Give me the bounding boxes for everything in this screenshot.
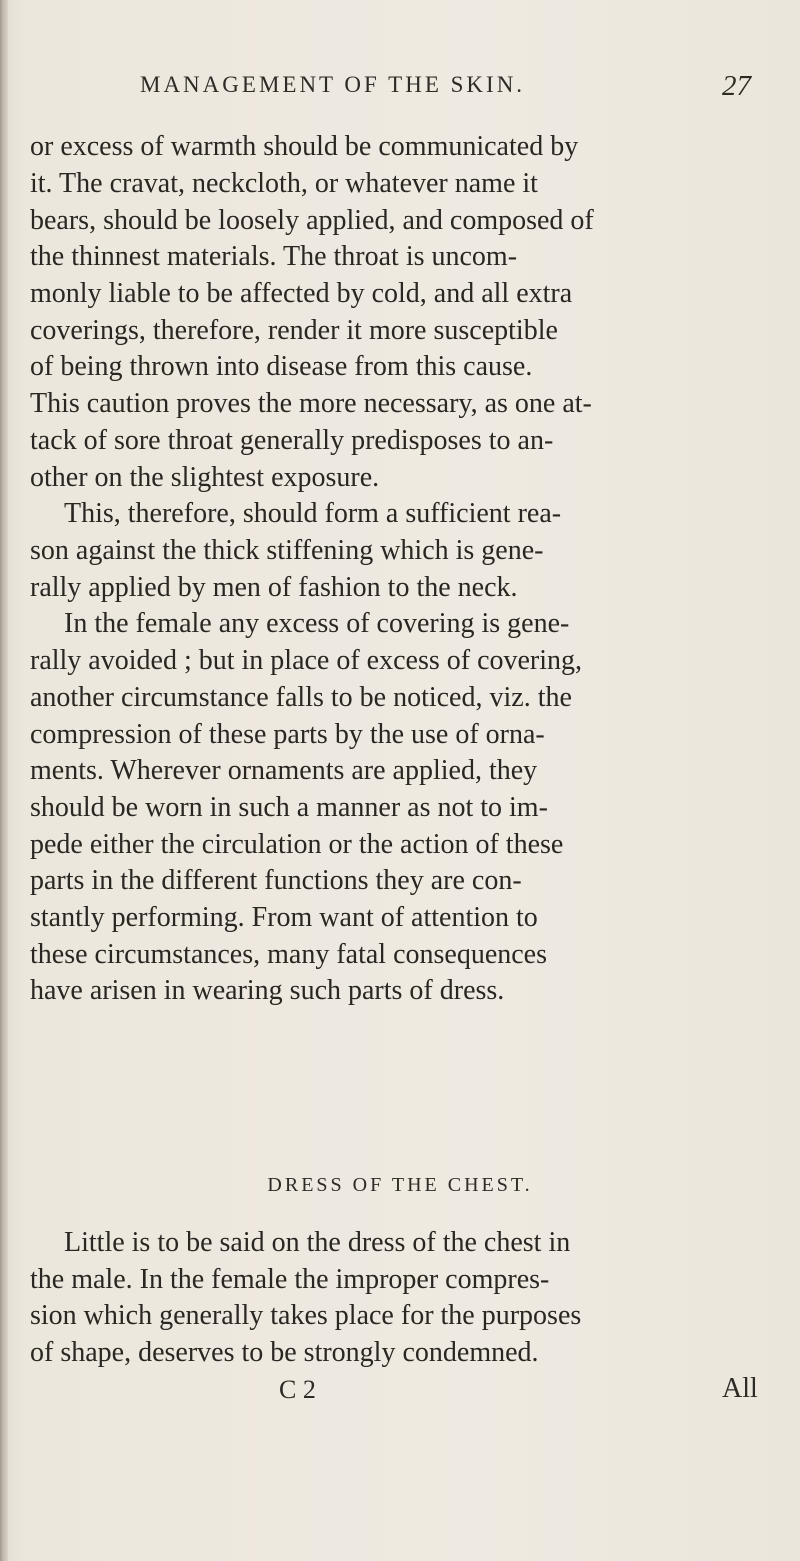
text-line: of being thrown into disease from this cause.: [30, 351, 533, 382]
catchword: All: [722, 1373, 758, 1404]
text-line: sion which generally takes place for the purposes: [30, 1300, 582, 1331]
text-line: tack of sore throat generally predisposes to an-: [30, 425, 554, 456]
text-line: rally applied by men of fashion to the neck.: [30, 572, 518, 603]
running-title: MANAGEMENT OF THE SKIN.: [140, 72, 526, 97]
text-line: son against the thick stiffening which is gene-: [30, 535, 544, 566]
text-line: the male. In the female the improper compres-: [30, 1264, 550, 1295]
text-line: of shape, deserves to be strongly condemned.: [30, 1337, 539, 1368]
signature-mark: C 2: [279, 1375, 316, 1404]
text-line: ments. Wherever ornaments are applied, they: [30, 755, 538, 786]
text-line: should be worn in such a manner as not to im-: [30, 792, 548, 823]
text-line: In the female any excess of covering is gene-: [64, 608, 570, 639]
text-line: it. The cravat, neckcloth, or whatever name it: [30, 168, 538, 199]
text-line: or excess of warmth should be communicated by: [30, 131, 579, 162]
page-binding-edge: [0, 0, 8, 1561]
text-line: another circumstance falls to be noticed, viz. the: [30, 682, 572, 713]
text-line: have arisen in wearing such parts of dress.: [30, 975, 505, 1006]
text-line: pede either the circulation or the action of these: [30, 829, 564, 860]
text-line: parts in the different functions they are con-: [30, 865, 522, 896]
text-line: This, therefore, should form a sufficient rea-: [64, 498, 562, 529]
text-line: rally avoided ; but in place of excess of covering,: [30, 645, 583, 676]
text-line: the thinnest materials. The throat is uncom-: [30, 241, 518, 272]
section-heading: DRESS OF THE CHEST.: [267, 1174, 533, 1196]
text-line: This caution proves the more necessary, as one at-: [30, 388, 592, 419]
text-line: Little is to be said on the dress of the chest in: [64, 1227, 571, 1258]
text-line: stantly performing. From want of attention to: [30, 902, 538, 933]
text-line: bears, should be loosely applied, and composed of: [30, 205, 594, 236]
text-line: monly liable to be affected by cold, and all extra: [30, 278, 573, 309]
text-line: these circumstances, many fatal consequences: [30, 939, 548, 970]
text-line: compression of these parts by the use of orna-: [30, 719, 545, 750]
page-number: 27: [722, 70, 751, 102]
text-line: coverings, therefore, render it more susceptible: [30, 315, 558, 346]
text-line: other on the slightest exposure.: [30, 462, 380, 493]
